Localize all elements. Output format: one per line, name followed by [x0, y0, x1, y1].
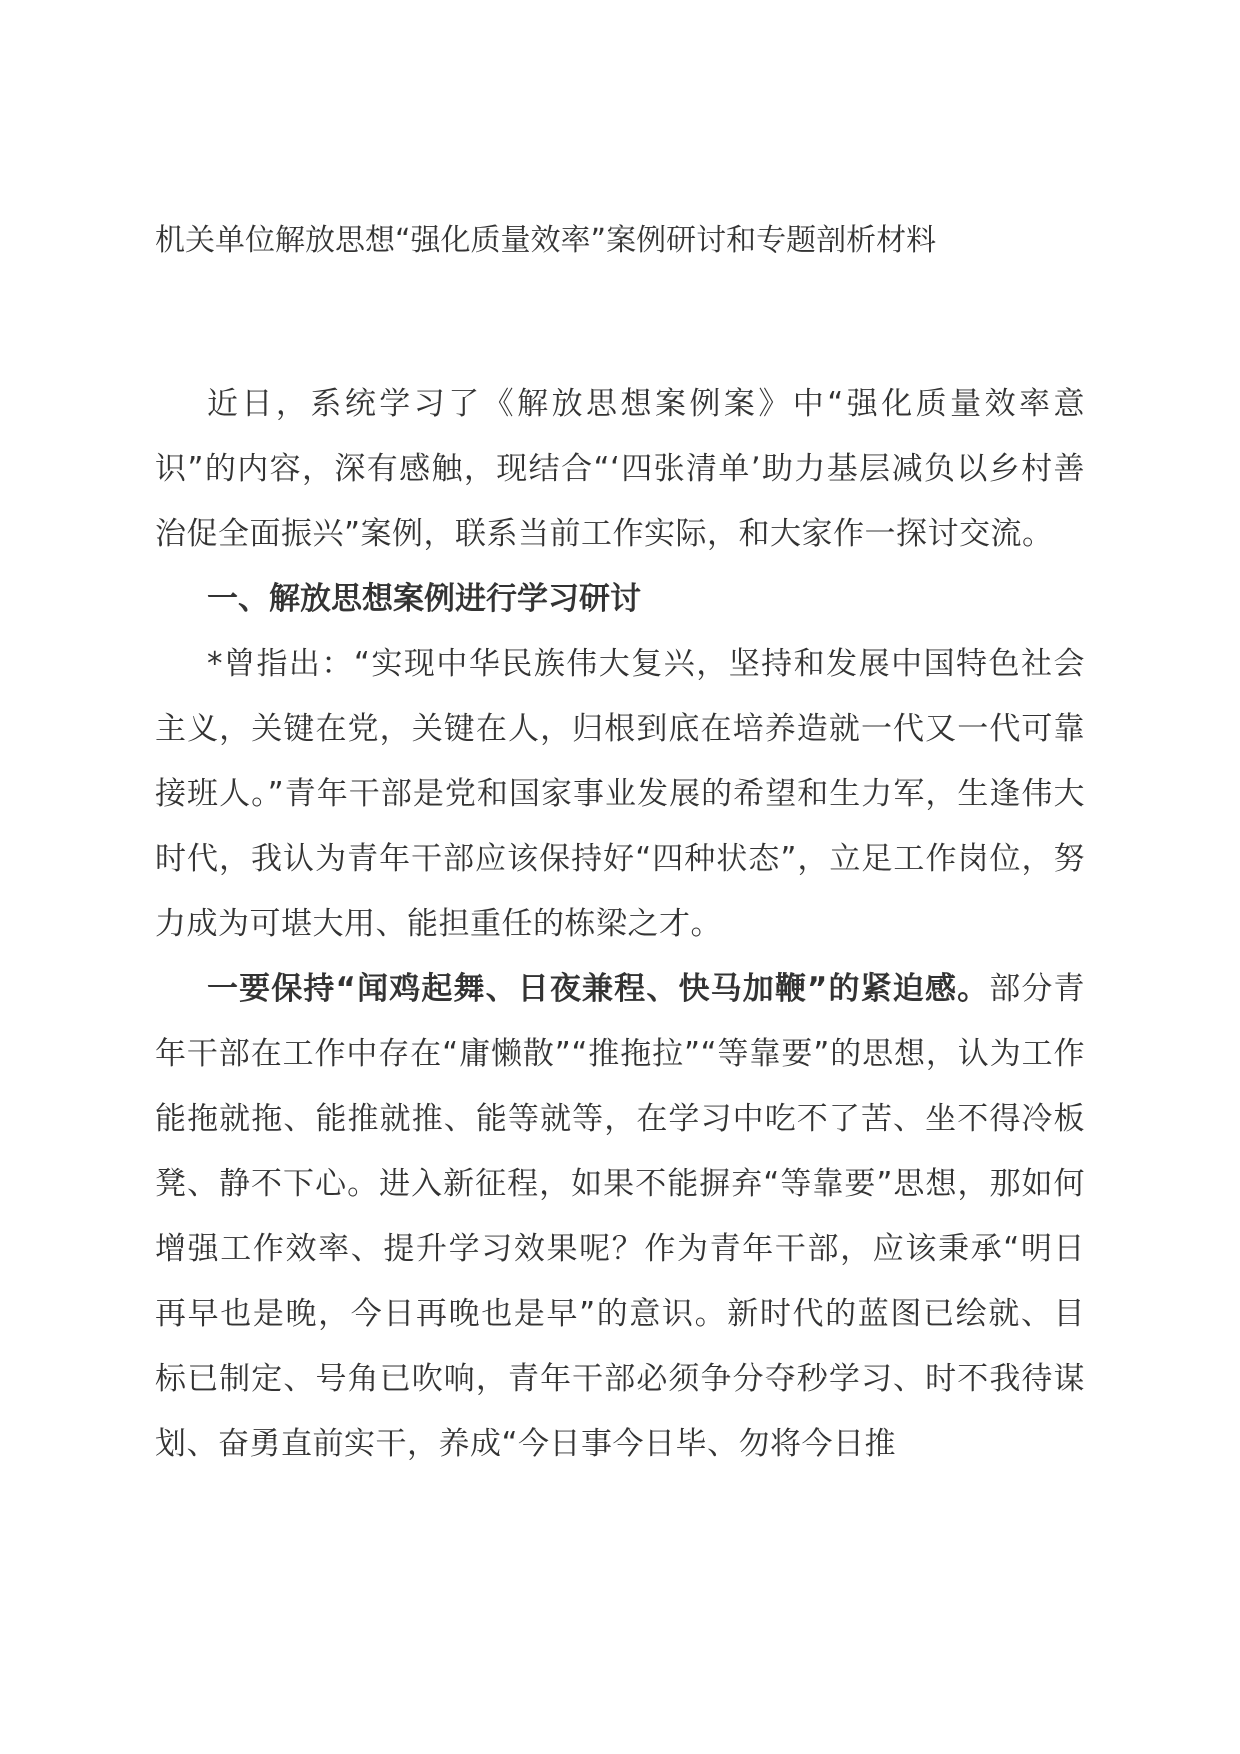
document-body	[155, 372, 1085, 1477]
urgency-body: 部分青年干部在工作中存在“庸懒散”“推拖拉”“等靠要”的思想，认为工作能拖就拖、能推就推、能等就等，在学习中吃不了苦、坐不得冷板凳、静不下心。进入新征程，如果不能摒弃“等靠要”思想，那如何增强工作效率、提升学习效果呢？作为青年干部，应该秉承“明日再早也是晚，今日再晚也是早”的意识。新时代的蓝图已绘就、目标已制定、号角已吹响，青年干部必须争分夺秒学习、时不我待谋划、奋勇直前实干，养成“今日事今日毕、勿将今日推	[155, 971, 1085, 1462]
document-content	[155, 215, 1085, 1477]
urgency-lead: 一要保持“闻鸡起舞、日夜兼程、快马加鞭”的紧迫感。	[207, 971, 990, 1007]
intro-paragraph: 近日，系统学习了《解放思想案例案》中“强化质量效率意识”的内容，深有感触，现结合“‘四张清单’助力基层减负以乡村善治促全面振兴”案例，联系当前工作实际，和大家作一探讨交流。	[155, 386, 1085, 552]
section-heading-1: 一、解放思想案例进行学习研讨	[207, 581, 641, 617]
quote-paragraph: *曾指出：“实现中华民族伟大复兴，坚持和发展中国特色社会主义，关键在党，关键在人，归根到底在培养造就一代又一代可靠接班人。”青年干部是党和国家事业发展的希望和生力军，生逢伟大时代，我认为青年干部应该保持好“四种状态”，立足工作岗位，努力成为可堪大用、能担重任的栋梁之才。	[155, 646, 1085, 942]
urgency-paragraph	[155, 957, 1085, 1477]
document-title: 机关单位解放思想“强化质量效率”案例研讨和专题剖析材料	[155, 223, 937, 258]
